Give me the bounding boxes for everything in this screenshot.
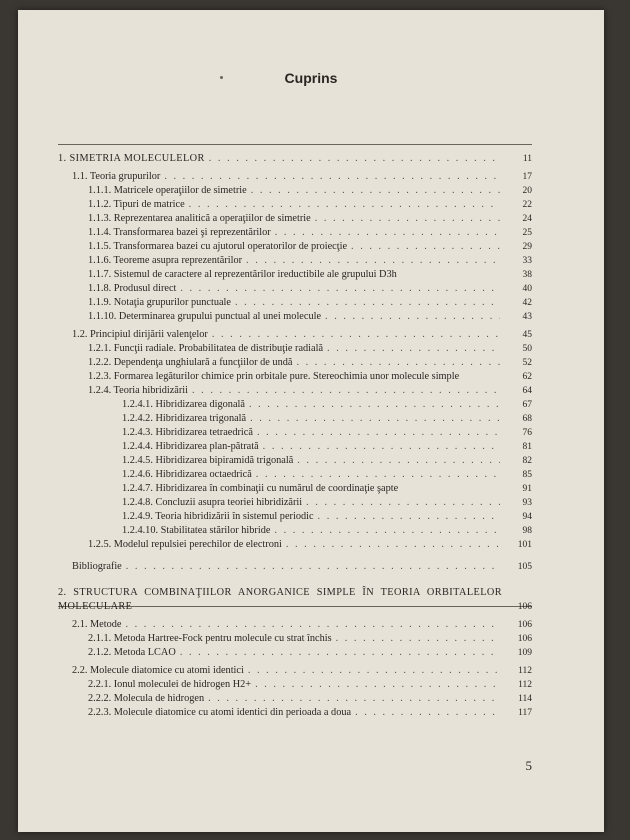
toc-entry-page: 11 (522, 154, 532, 164)
toc-entry-page: 114 (518, 694, 532, 704)
leader-dots (248, 664, 500, 678)
toc-entry-page: 45 (522, 330, 532, 340)
toc-entry-page: 109 (517, 648, 532, 658)
toc-entry (58, 152, 532, 166)
toc-entry-label: 1.1.1. Matricele operaţiilor de simetrie (88, 185, 247, 196)
leader-dots (164, 170, 500, 184)
toc-entry-label: 1.2.4.1. Hibridizarea digonală (122, 399, 245, 410)
toc-entry (58, 692, 532, 706)
toc-entry-label: 1.2.4.2. Hibridizarea trigonală (122, 413, 247, 424)
toc-entry-label: 1.2. Principiul dirijării valenţelor (72, 329, 208, 340)
leader-dots (336, 632, 500, 646)
toc-entry-page: 64 (522, 386, 532, 396)
table-of-contents (58, 148, 532, 720)
toc-entry-page: 17 (522, 172, 532, 182)
leader-dots (286, 538, 500, 552)
toc-entry-page: 25 (522, 228, 532, 238)
toc-entry (58, 496, 532, 510)
leader-dots (327, 342, 500, 356)
toc-entry-page: 117 (518, 708, 532, 718)
toc-entry (58, 586, 532, 614)
toc-entry (58, 560, 532, 574)
leader-dots (306, 496, 500, 510)
leader-dots (355, 706, 500, 720)
leader-dots (257, 426, 500, 440)
toc-entry (58, 184, 532, 198)
toc-entry (58, 198, 532, 212)
toc-entry-label: 1.2.4.8. Concluzii asupra teoriei hibridizării (122, 497, 303, 508)
toc-entry-label: 1.1.4. Transformarea bazei şi reprezentărilor (88, 227, 271, 238)
toc-entry-label: 1.2.1. Funcţii radiale. Probabilitatea de distribuţie radială (88, 343, 324, 354)
toc-entry-label: 1. SIMETRIA MOLECULELOR (58, 153, 205, 164)
toc-entry-label: 2. STRUCTURA COMBINAŢIILOR ANORGANICE SIMPLE ÎN TEORIA ORBITALELOR MOLECULARE (58, 587, 502, 612)
toc-entry-page: 62 (522, 372, 532, 382)
toc-entry-label: 2.1.2. Metoda LCAO (88, 647, 176, 658)
toc-entry (58, 296, 532, 310)
page-title: Cuprins (284, 70, 338, 86)
toc-entry-label: 1.1.7. Sistemul de caractere al reprezentărilor ireductibile ale grupului D3h (88, 269, 397, 280)
leader-dots (351, 240, 500, 254)
toc-entry-page: 52 (522, 358, 532, 368)
toc-entry (58, 398, 532, 412)
toc-entry (58, 356, 532, 370)
toc-entry-label: 2.2.3. Molecule diatomice cu atomi identici din perioada a doua (88, 707, 352, 718)
toc-entry-label: 1.2.4.7. Hibridizarea în combinaţii cu numărul de coordinaţie şapte (122, 483, 399, 494)
leader-dots (126, 560, 500, 574)
leader-dots (246, 254, 500, 268)
toc-entry-label: 1.1.10. Determinarea grupului punctual al unei molecule (88, 311, 322, 322)
leader-dots (275, 226, 500, 240)
toc-entry (58, 240, 532, 254)
toc-entry-label: 1.2.4.3. Hibridizarea tetraedrică (122, 427, 253, 438)
toc-entry-page: 38 (522, 270, 532, 280)
toc-entry (58, 328, 532, 342)
leader-dots (325, 310, 500, 324)
leader-dots (208, 692, 500, 706)
toc-entry-label: 1.2.4.5. Hibridizarea bipiramidă trigonală (122, 455, 294, 466)
leader-dots (180, 646, 500, 660)
toc-entry-page: 81 (522, 442, 532, 452)
toc-entry (58, 646, 532, 660)
toc-entry-page: 93 (522, 498, 532, 508)
toc-entry-page: 68 (522, 414, 532, 424)
toc-entry (58, 632, 532, 646)
toc-entry (58, 282, 532, 296)
toc-entry-label: 1.1. Teoria grupurilor (72, 171, 161, 182)
toc-entry-page: 67 (522, 400, 532, 410)
toc-entry-page: 101 (517, 540, 532, 550)
leader-dots (250, 412, 500, 426)
toc-entry-label: Bibliografie (72, 561, 122, 572)
toc-entry-page: 105 (517, 562, 532, 572)
toc-entry (58, 524, 532, 538)
toc-entry (58, 170, 532, 184)
leader-dots (274, 524, 500, 538)
toc-entry-page: 20 (522, 186, 532, 196)
leader-dots (189, 198, 500, 212)
toc-entry-page: 42 (522, 298, 532, 308)
toc-entry-page: 33 (522, 256, 532, 266)
leader-dots (192, 384, 500, 398)
toc-entry-page: 106 (517, 634, 532, 644)
toc-entry (58, 254, 532, 268)
toc-entry (58, 226, 532, 240)
leader-dots (125, 618, 500, 632)
toc-entry-label: 1.1.6. Teoreme asupra reprezentărilor (88, 255, 243, 266)
toc-entry-label: 2.1. Metode (72, 619, 122, 630)
toc-entry-label: 2.1.1. Metoda Hartree-Fock pentru molecule cu strat închis (88, 633, 332, 644)
toc-entry-label: 1.2.3. Formarea legăturilor chimice prin orbitale pure. Stereochimia unor molecule simple (88, 371, 460, 382)
toc-entry (58, 440, 532, 454)
toc-entry-page: 76 (522, 428, 532, 438)
toc-entry-page: 106 (517, 602, 532, 612)
toc-entry-label: 1.1.2. Tipuri de matrice (88, 199, 185, 210)
toc-entry-label: 1.2.4. Teoria hibridizării (88, 385, 189, 396)
toc-entry (58, 468, 532, 482)
toc-entry (58, 268, 532, 282)
toc-entry-label: 1.2.4.6. Hibridizarea octaedrică (122, 469, 252, 480)
toc-entry-label: 1.1.3. Reprezentarea analitică a operaţiilor de simetrie (88, 213, 311, 224)
toc-entry-page: 24 (522, 214, 532, 224)
toc-entry-label: 1.2.2. Dependenţa unghiulară a funcţiilor de undă (88, 357, 293, 368)
toc-entry-page: 82 (522, 456, 532, 466)
toc-entry-page: 22 (522, 200, 532, 210)
toc-entry (58, 618, 532, 632)
page-number: 5 (525, 758, 532, 773)
toc-entry-page: 85 (522, 470, 532, 480)
toc-entry-page: 40 (522, 284, 532, 294)
book-page (18, 10, 604, 832)
leader-dots (212, 328, 500, 342)
toc-entry-label: 2.2.2. Molecula de hidrogen (88, 693, 205, 704)
toc-entry-page: 29 (522, 242, 532, 252)
leader-dots (296, 356, 500, 370)
toc-entry-label: 1.1.5. Transformarea bazei cu ajutorul operatorilor de proiecţie (88, 241, 348, 252)
toc-entry-page: 94 (522, 512, 532, 522)
toc-entry-label: 2.2.1. Ionul moleculei de hidrogen H2+ (88, 679, 252, 690)
toc-entry-page: 98 (522, 526, 532, 536)
toc-entry (58, 664, 532, 678)
toc-entry-label: 1.1.8. Produsul direct (88, 283, 177, 294)
toc-entry-page: 112 (518, 680, 532, 690)
toc-entry-label: 1.2.4.10. Stabilitatea stărilor hibride (122, 525, 271, 536)
toc-entry-label: 1.2.5. Modelul repulsiei perechilor de electroni (88, 539, 282, 550)
toc-entry-page: 112 (518, 666, 532, 676)
toc-entry (58, 212, 532, 226)
toc-entry (58, 482, 532, 496)
leader-dots (209, 152, 500, 166)
toc-entry (58, 426, 532, 440)
toc-entry-page: 50 (522, 344, 532, 354)
toc-entry-page: 43 (522, 312, 532, 322)
toc-entry-page: 106 (517, 620, 532, 630)
toc-entry (58, 678, 532, 692)
toc-entry (58, 510, 532, 524)
toc-entry-label: 1.2.4.9. Teoria hibridizării în sistemul periodic (122, 511, 314, 522)
leader-dots (318, 510, 500, 524)
toc-entry-label: 1.1.9. Notaţia grupurilor punctuale (88, 297, 231, 308)
leader-dots (180, 282, 500, 296)
leader-dots (255, 678, 500, 692)
toc-entry (58, 384, 532, 398)
toc-entry (58, 342, 532, 356)
leader-dots (315, 212, 500, 226)
toc-entry (58, 454, 532, 468)
toc-entry (58, 412, 532, 426)
top-rule (58, 144, 532, 145)
toc-entry (58, 370, 532, 384)
toc-entry-label: 2.2. Molecule diatomice cu atomi identici (72, 665, 244, 676)
toc-entry-page: 91 (522, 484, 532, 494)
toc-entry (58, 310, 532, 324)
leader-dots (251, 184, 500, 198)
leader-dots (263, 440, 500, 454)
toc-entry-label: 1.2.4.4. Hibridizarea plan-pătrată (122, 441, 259, 452)
leader-dots (235, 296, 500, 310)
toc-entry (58, 706, 532, 720)
leader-dots (249, 398, 500, 412)
toc-entry (58, 538, 532, 552)
leader-dots (256, 468, 500, 482)
leader-dots (297, 454, 500, 468)
